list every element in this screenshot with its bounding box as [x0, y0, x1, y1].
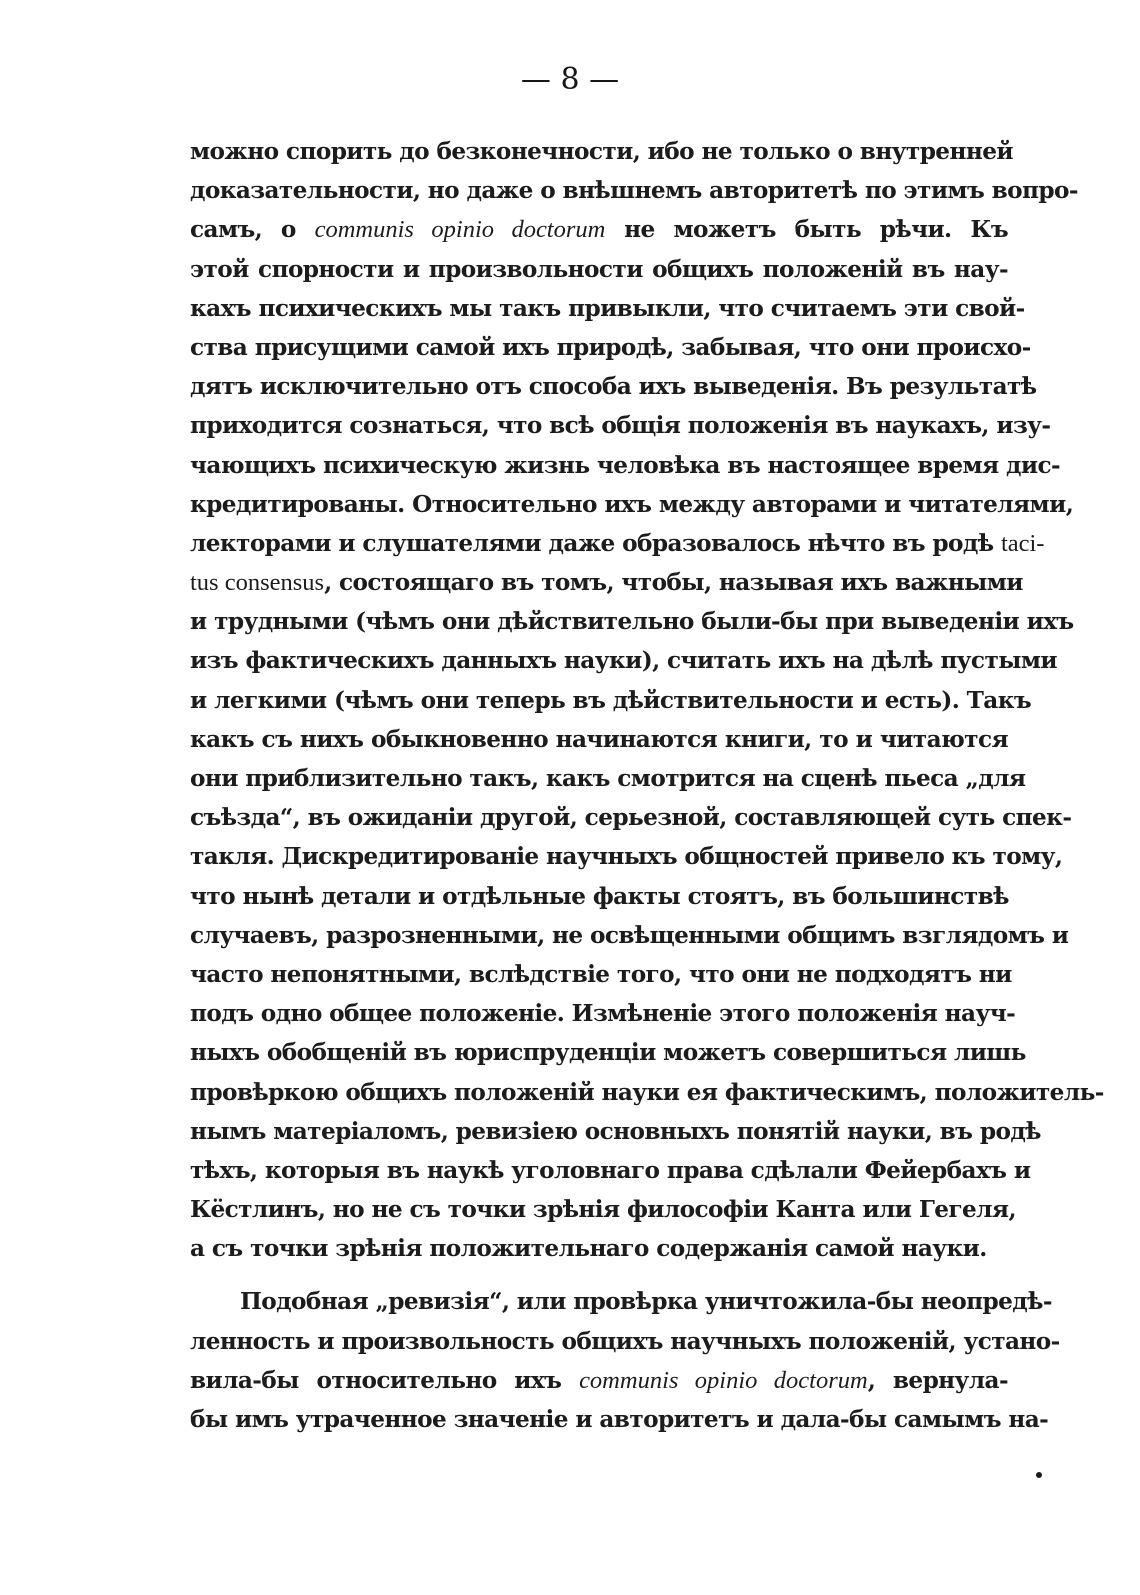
text-line: ныхъ обобщеній въ юриспруденціи можетъ совершиться лишь [190, 1039, 1026, 1067]
text-line: они приблизительно такъ, какъ смотрится на сценѣ пьеса „для [190, 765, 1026, 792]
text-line: лекторами и слушателями даже образовалось нѣчто въ родѣ taci- [190, 529, 1045, 557]
text-line: изъ фактическихъ данныхъ науки), считать ихъ на дѣлѣ пустыми [190, 647, 1057, 675]
text-line: тѣхъ, которыя въ наукѣ уголовнаго права сдѣлали Фейербахъ и [190, 1156, 1031, 1184]
latin-phrase: communis opinio doctorum [314, 216, 606, 244]
text-line: ства присущими самой ихъ природѣ, забывая, что они происхо- [190, 333, 1031, 361]
text-line: случаевъ, разрозненными, не освѣщенными общимъ взглядомъ и [190, 921, 1069, 949]
text-line: съѣзда“, въ ожиданіи другой, серьезной, составляющей суть спек- [190, 804, 1072, 832]
text-line: дятъ исключительно отъ способа ихъ выведенія. Въ результатѣ [190, 373, 1037, 401]
page-number: — 8 — [520, 62, 620, 97]
text-line: ленность и произвольность общихъ научныхъ положеній, устано- [190, 1327, 1060, 1355]
text-line: приходится сознаться, что всѣ общія положенія въ наукахъ, изу- [190, 412, 1051, 440]
text-line: tus consensus, состоящаго въ томъ, чтобы, называя ихъ важными [190, 569, 1023, 597]
text-line: чающихъ психическую жизнь человѣка въ настоящее время дис- [190, 451, 1061, 479]
text-line: нымъ матеріаломъ, ревизіею основныхъ понятій науки, въ родѣ [190, 1117, 1041, 1145]
text-line: доказательности, но даже о внѣшнемъ авторитетѣ по этимъ вопро- [190, 177, 1078, 205]
text-line: бы имъ утраченное значеніе и авторитетъ и дала-бы самымъ на- [190, 1406, 1049, 1433]
text-line: подъ одно общее положеніе. Измѣненіе этого положенія науч- [190, 1000, 1016, 1028]
text-line: самъ, о communis opinio doctorum не можетъ быть рѣчи. Къ [190, 216, 1009, 244]
paragraph-2 [190, 1282, 1060, 1439]
text-line: а съ точки зрѣнія положительнаго содержанія самой науки. [190, 1235, 987, 1263]
text-line: Кёстлинъ, но не съ точки зрѣнія философіи Канта или Гегеля, [190, 1196, 1016, 1224]
text-line: кахъ психическихъ мы такъ привыкли, что считаемъ эти свой- [190, 294, 1025, 322]
text-line: этой спорности и произвольности общихъ положеній въ нау- [190, 255, 1008, 283]
latin-phrase: tus consensus [190, 569, 325, 597]
text-line: Подобная „ревизія“, или провѣрка уничтожила-бы неопредѣ- [240, 1288, 1052, 1316]
paragraph-1 [190, 132, 1104, 1268]
text-line: и трудными (чѣмъ они дѣйствительно были-бы при выведеніи ихъ [190, 608, 1074, 636]
text-line: какъ съ нихъ обыкновенно начинаются книги, то и читаются [190, 725, 1008, 753]
text-line: что нынѣ детали и отдѣльные факты стоятъ, въ большинствѣ [190, 882, 1009, 910]
print-dot [1036, 1472, 1042, 1478]
paragraph-gap [190, 1268, 1008, 1282]
text-line: кредитированы. Относительно ихъ между авторами и читателями, [190, 490, 1074, 518]
text-line: вила-бы относительно ихъ communis opinio doctorum, вернула- [190, 1366, 1008, 1394]
text-line: и легкими (чѣмъ они теперь въ дѣйствительности и есть). Такъ [190, 686, 1032, 714]
text-line: можно спорить до безконечности, ибо не только о внутренней [190, 138, 1013, 165]
body-text [190, 132, 1104, 1439]
latin-phrase: communis opinio doctorum [579, 1366, 868, 1394]
text-line: провѣркою общихъ положеній науки ея фактическимъ, положитель- [190, 1078, 1104, 1106]
latin-phrase: taci- [1000, 529, 1045, 557]
text-line: такля. Дискредитированіе научныхъ общностей привело къ тому, [190, 843, 1063, 871]
text-line: часто непонятными, вслѣдствіе того, что они не подходятъ ни [190, 960, 1012, 988]
